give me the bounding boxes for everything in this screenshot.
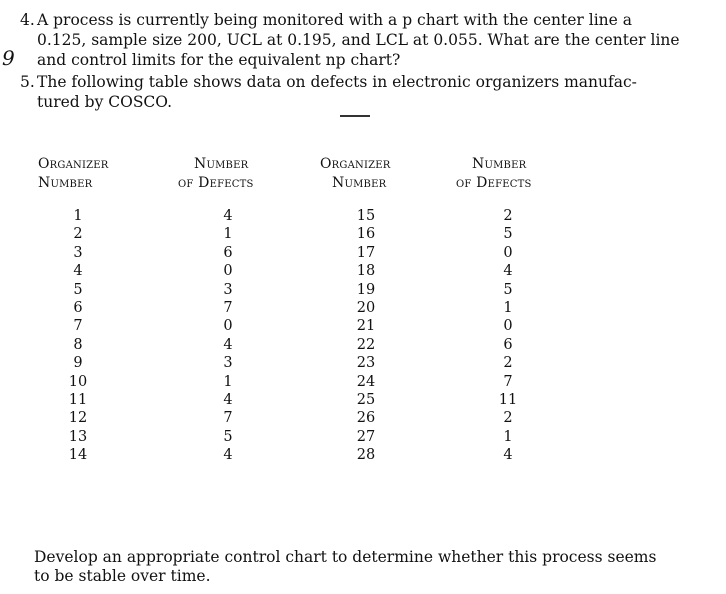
header-organizer-number-1 [38,155,109,193]
problem-4-line-3: and control limits for the equivalent np chart? [37,51,401,69]
problem-5-line-1: The following table shows data on defects in electronic organizers manufac- [37,73,637,91]
table-cell: 16 [356,226,376,243]
table-cell: 7 [503,373,513,390]
table-cell: 4 [223,208,233,224]
column-number-of-defects-1 [208,207,248,464]
table-cell: 3 [73,244,83,261]
problem-5-line-2: tured by COSCO. [37,93,173,111]
problem-4-line-2: 0.125, sample size 200, UCL at 0.195, and LCL at 0.055. What are the center line [37,31,680,49]
table-cell: 0 [223,318,233,335]
table-cell: 10 [68,373,88,390]
column-number-of-defects-2 [488,207,528,464]
problem-4-number: 4. [20,11,35,29]
table-cell: 6 [73,299,83,316]
header-line: of Defects [178,175,254,191]
header-organizer-number-2 [320,155,391,193]
header-line: Organizer [320,156,391,172]
table-cell: 2 [503,208,513,224]
table-cell: 11 [498,391,518,408]
table-cell: 7 [73,318,83,335]
table-cell: 7 [223,299,233,316]
table-cell: 18 [356,263,376,280]
table-cell: 5 [503,281,513,298]
table-cell: 1 [223,226,233,243]
closing-line-2: to be stable over time. [34,567,211,585]
table-cell: 2 [73,226,83,243]
closing-instruction [34,548,656,586]
header-number-of-defects-2 [456,155,532,193]
header-line: Number [38,175,93,191]
table-cell: 15 [356,208,376,224]
table-cell: 7 [223,410,233,427]
table-cell: 9 [73,355,83,372]
column-organizer-number-1 [58,207,98,464]
table-cell: 5 [223,428,233,445]
table-cell: 4 [503,263,513,280]
table-cell: 6 [223,244,233,261]
table-cell: 5 [73,281,83,298]
problem-4-line-1: A process is currently being monitored with a p chart with the center line a [37,11,633,29]
header-line: Number [472,156,527,172]
header-line: Number [194,156,249,172]
table-cell: 17 [356,244,376,261]
header-line: Number [332,175,387,191]
table-cell: 25 [356,391,376,408]
column-organizer-number-2 [346,207,386,464]
table-cell: 1 [503,428,513,445]
table-cell: 1 [503,299,513,316]
table-cell: 20 [356,299,376,316]
table-cell: 24 [356,373,376,390]
table-cell: 4 [223,447,233,464]
table-cell: 19 [356,281,376,298]
table-cell: 0 [503,318,513,335]
table-cell: 8 [73,336,83,353]
table-cell: 2 [503,410,513,427]
table-cell: 22 [356,336,376,353]
table-cell: 3 [223,281,233,298]
table-cell: 13 [68,428,88,445]
table-cell: 4 [503,447,513,464]
table-cell: 14 [68,447,88,464]
table-cell: 28 [356,447,376,464]
header-number-of-defects-1 [178,155,254,193]
table-cell: 4 [223,391,233,408]
table-cell: 0 [223,263,233,280]
table-cell: 0 [503,244,513,261]
table-cell: 23 [356,355,376,372]
table-cell: 26 [356,410,376,427]
table-cell: 27 [356,428,376,445]
handwritten-margin-mark: 9 [2,46,15,70]
stray-pen-mark [340,115,370,117]
table-cell: 4 [73,263,83,280]
table-cell: 12 [68,410,88,427]
table-cell: 4 [223,336,233,353]
table-cell: 3 [223,355,233,372]
closing-line-1: Develop an appropriate control chart to determine whether this process seems [34,548,657,566]
table-cell: 1 [73,208,83,224]
table-cell: 1 [223,373,233,390]
table-cell: 5 [503,226,513,243]
table-cell: 11 [68,391,88,408]
table-cell: 6 [503,336,513,353]
table-cell: 21 [356,318,376,335]
problem-5-number: 5. [20,73,35,91]
table-cell: 2 [503,355,513,372]
header-line: of Defects [456,175,532,191]
header-line: Organizer [38,156,109,172]
